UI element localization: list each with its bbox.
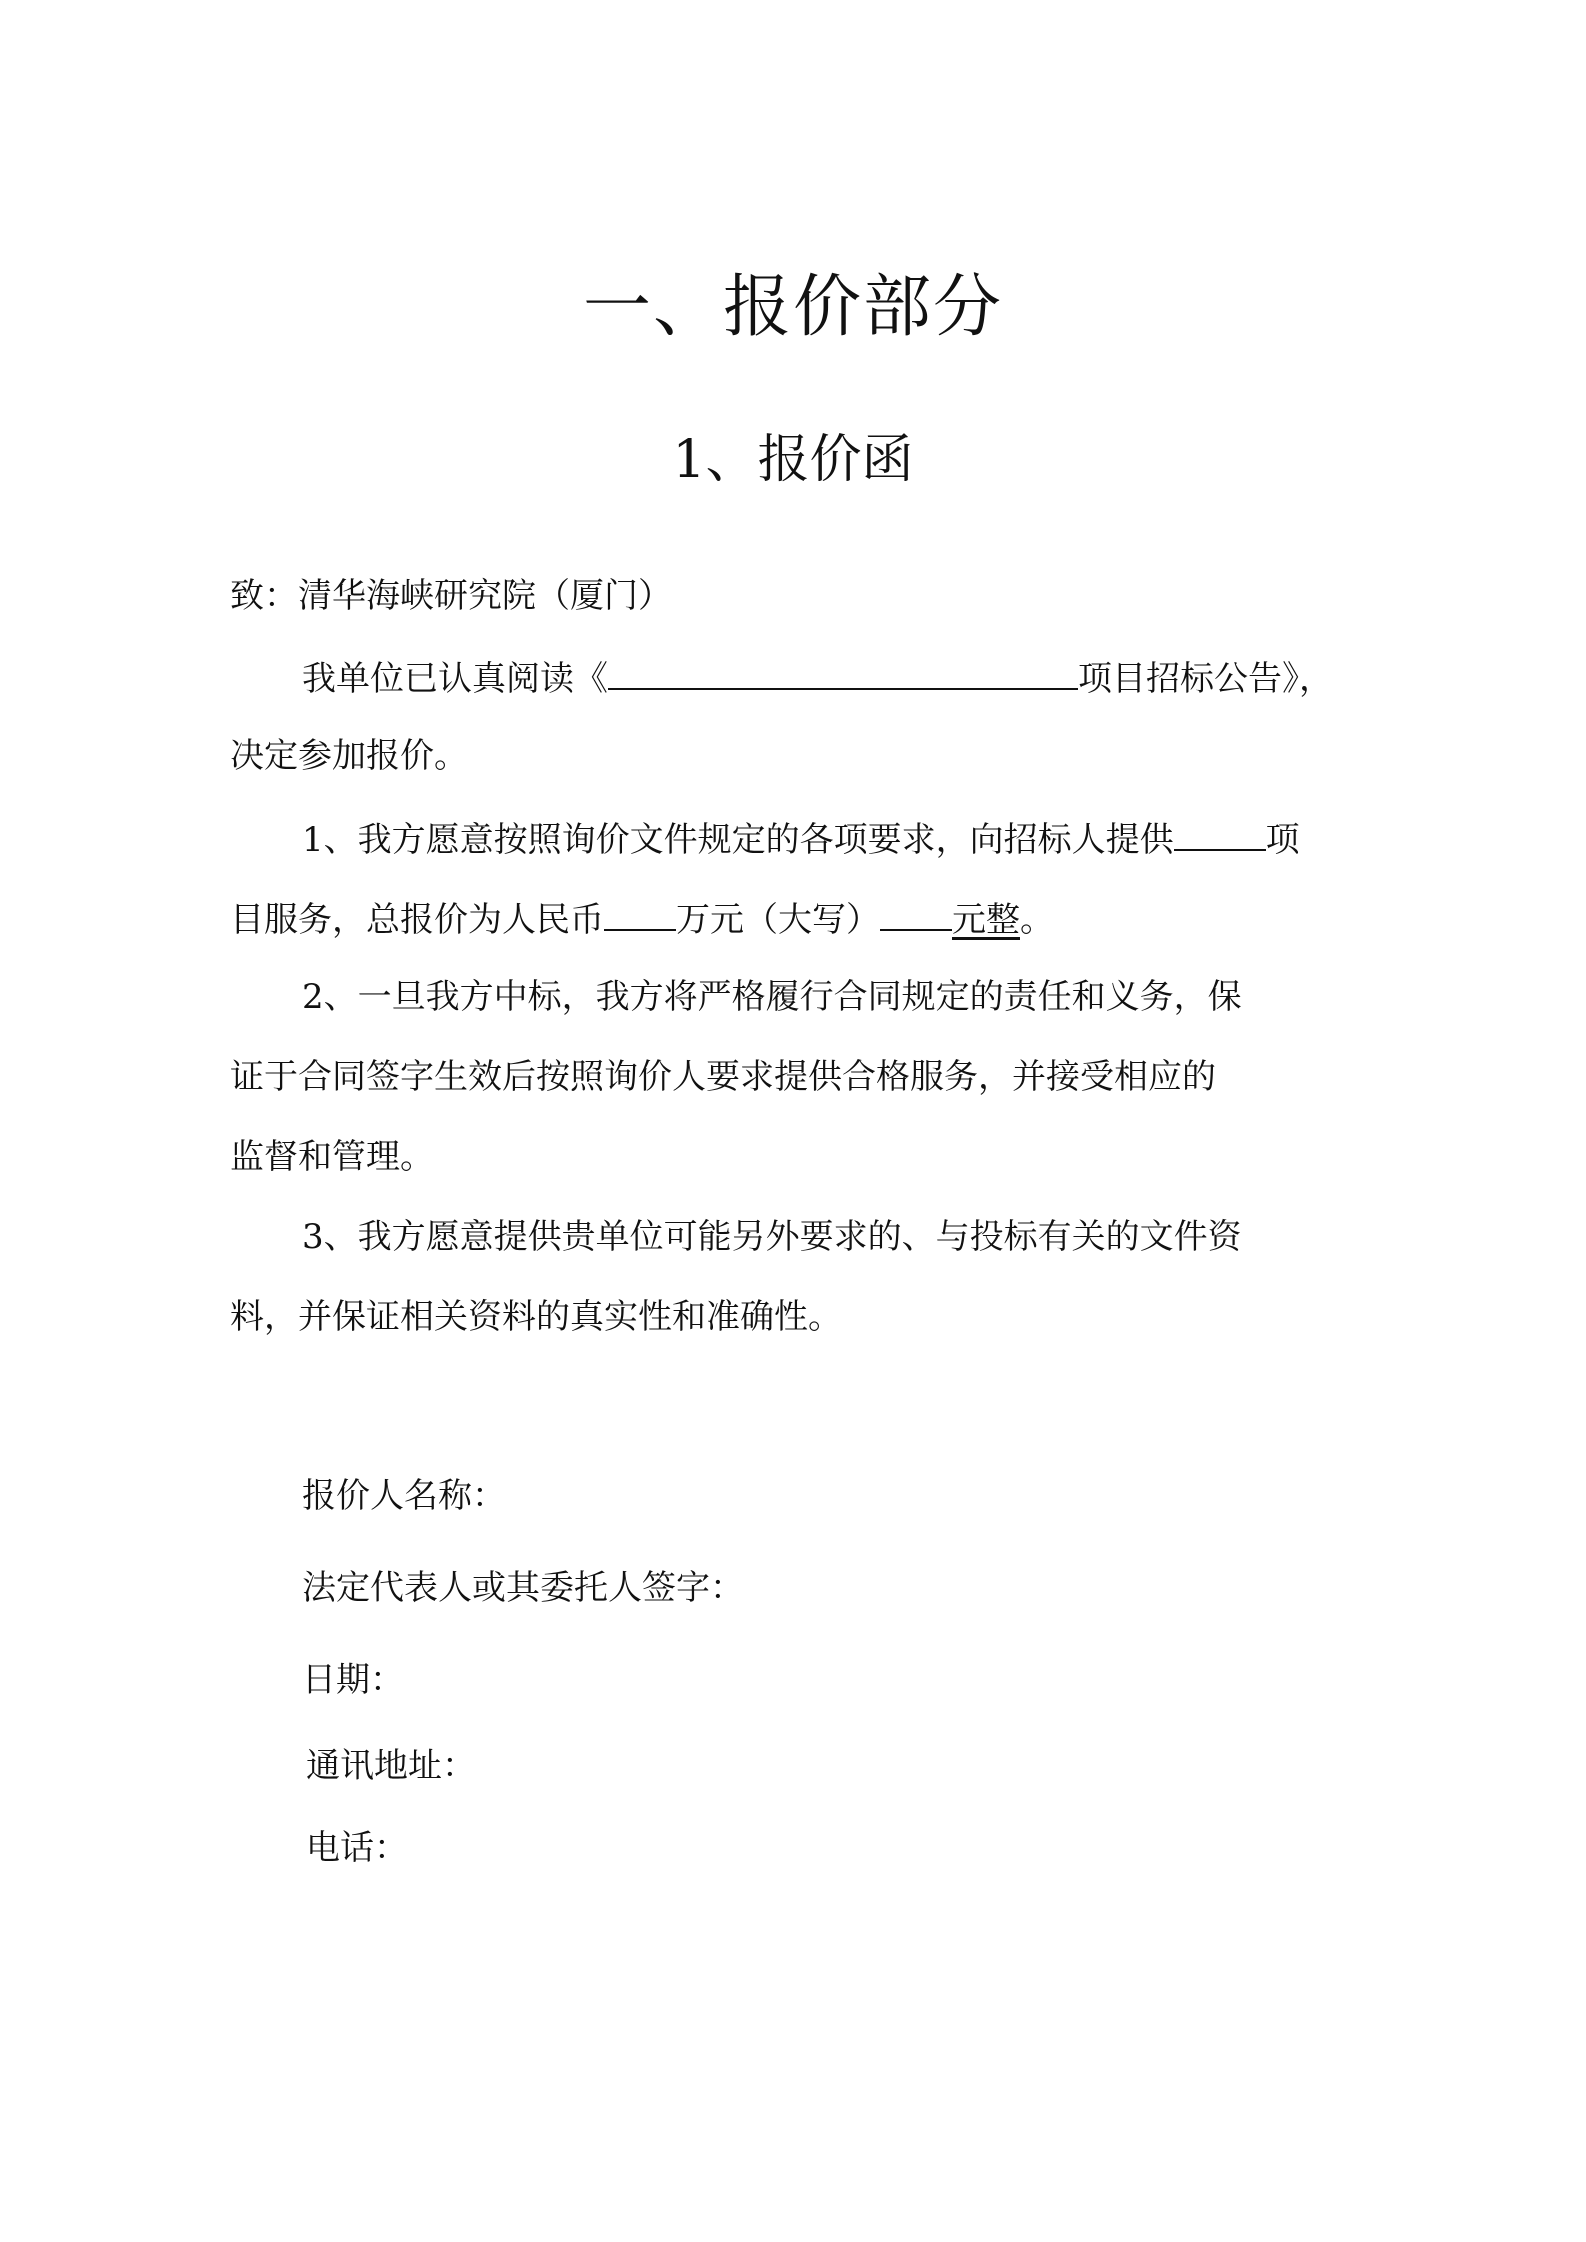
address-label: 通讯地址： bbox=[306, 1746, 476, 1786]
amount-words-blank bbox=[880, 895, 952, 931]
intro-line-2: 决定参加报价。 bbox=[230, 736, 468, 776]
intro-line-1 bbox=[302, 654, 1333, 701]
project-name-blank bbox=[608, 654, 1078, 690]
service-blank bbox=[1174, 815, 1266, 851]
bidder-name-label: 报价人名称： bbox=[302, 1476, 506, 1516]
item1-line-2 bbox=[230, 895, 1054, 942]
item2-line-2: 证于合同签字生效后按照询价人要求提供合格服务，并接受相应的 bbox=[230, 1057, 1216, 1097]
representative-signature-label: 法定代表人或其委托人签字： bbox=[302, 1568, 744, 1608]
addressee-line: 致：清华海峡研究院（厦门） bbox=[230, 576, 672, 616]
item3-line-1: 3、我方愿意提供贵单位可能另外要求的、与投标有关的文件资 bbox=[302, 1217, 1242, 1257]
phone-label: 电话： bbox=[306, 1828, 408, 1868]
item1-line2-start: 目服务，总报价为人民币 bbox=[230, 900, 604, 940]
item1-line2-underlined: 元整 bbox=[952, 900, 1020, 940]
document-title: 一、报价部分 bbox=[582, 268, 1003, 347]
document-subtitle: 1、报价函 bbox=[672, 430, 914, 490]
item1-line2-end: 。 bbox=[1020, 900, 1054, 940]
item3-line-2: 料，并保证相关资料的真实性和准确性。 bbox=[230, 1297, 842, 1337]
amount-blank bbox=[604, 895, 676, 931]
item1-line2-mid: 万元（大写） bbox=[676, 900, 880, 940]
date-label: 日期： bbox=[302, 1660, 404, 1700]
item2-line-1: 2、一旦我方中标，我方将严格履行合同规定的责任和义务，保 bbox=[302, 977, 1242, 1017]
item1-line-1 bbox=[302, 815, 1300, 862]
intro-text-before: 我单位已认真阅读《 bbox=[302, 659, 608, 699]
item1-text-before: 1、我方愿意按照询价文件规定的各项要求，向招标人提供 bbox=[302, 820, 1174, 860]
item1-text-after: 项 bbox=[1265, 820, 1300, 860]
item2-line-3: 监督和管理。 bbox=[230, 1137, 434, 1177]
intro-text-after: 项目招标公告》， bbox=[1078, 659, 1333, 699]
